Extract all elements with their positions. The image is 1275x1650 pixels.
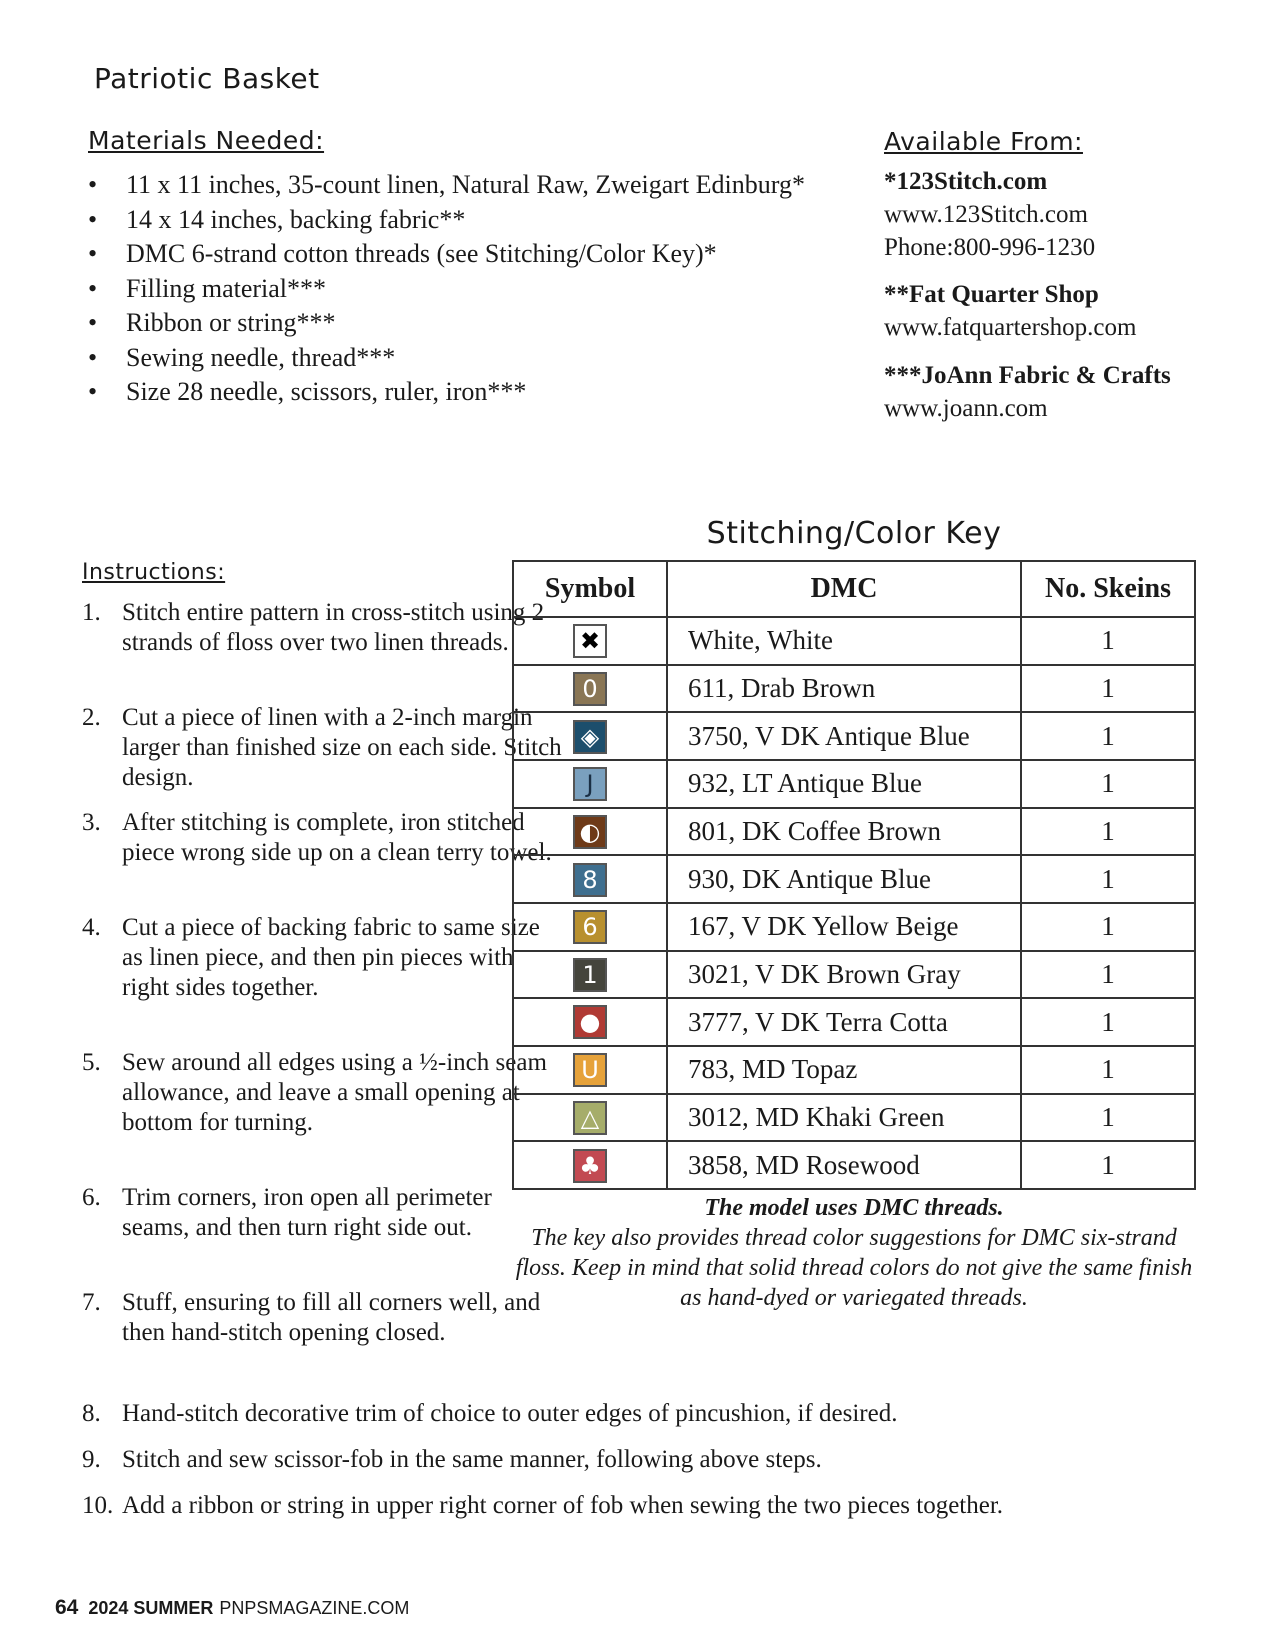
skeins-cell: 1	[1021, 712, 1195, 760]
dmc-cell: White, White	[667, 617, 1021, 665]
vendor-website[interactable]: www.fatquartershop.com	[884, 314, 1137, 341]
materials-heading: Materials Needed:	[88, 126, 325, 155]
symbol-swatch-icon: J	[573, 767, 607, 801]
table-row	[513, 1141, 1195, 1189]
dmc-cell: 783, MD Topaz	[667, 1046, 1021, 1094]
bullet-icon: •	[88, 273, 98, 303]
symbol-cell	[513, 1094, 667, 1142]
issue-label: 2024 SUMMER	[88, 1598, 214, 1618]
bullet-icon: •	[88, 239, 98, 268]
materials-list	[88, 168, 805, 410]
site-url: PNPSMAGAZINE.COM	[219, 1598, 410, 1618]
vendor-name: **Fat Quarter Shop	[884, 281, 1099, 308]
skeins-cell: 1	[1021, 998, 1195, 1046]
vendor-website[interactable]: www.joann.com	[884, 395, 1048, 422]
list-item: • 14 x 14 inches, backing fabric**	[88, 203, 805, 238]
vendor-name: ***JoAnn Fabric & Crafts	[884, 362, 1171, 389]
table-row	[513, 1046, 1195, 1094]
symbol-swatch-icon: ◐	[573, 815, 607, 849]
symbol-cell	[513, 1046, 667, 1094]
dmc-cell: 3777, V DK Terra Cotta	[667, 998, 1021, 1046]
table-row	[513, 712, 1195, 760]
bullet-icon: •	[88, 342, 98, 372]
skeins-cell: 1	[1021, 951, 1195, 999]
header-symbol: Symbol	[513, 561, 667, 617]
table-row	[513, 998, 1195, 1046]
bullet-icon: •	[88, 308, 98, 337]
dmc-cell: 3858, MD Rosewood	[667, 1141, 1021, 1189]
available-from-heading: Available From:	[884, 127, 1083, 156]
symbol-swatch-icon: U	[573, 1053, 607, 1087]
symbol-swatch-icon: △	[573, 1101, 607, 1135]
dmc-cell: 801, DK Coffee Brown	[667, 808, 1021, 856]
color-key-table	[512, 560, 1196, 1190]
skeins-cell: 1	[1021, 1094, 1195, 1142]
list-item: • Filling material***	[88, 272, 805, 307]
dmc-cell: 3021, V DK Brown Gray	[667, 951, 1021, 999]
vendor-joann	[884, 359, 1171, 425]
color-key-body	[513, 617, 1195, 1189]
skeins-cell: 1	[1021, 855, 1195, 903]
dmc-cell: 167, V DK Yellow Beige	[667, 903, 1021, 951]
table-row	[513, 1094, 1195, 1142]
dmc-cell: 611, Drab Brown	[667, 665, 1021, 713]
symbol-swatch-icon: 1	[573, 958, 607, 992]
skeins-cell: 1	[1021, 808, 1195, 856]
skeins-cell: 1	[1021, 903, 1195, 951]
table-row	[513, 903, 1195, 951]
skeins-cell: 1	[1021, 1046, 1195, 1094]
symbol-swatch-icon: 8	[573, 863, 607, 897]
skeins-cell: 1	[1021, 760, 1195, 808]
bullet-icon: •	[88, 204, 98, 234]
symbol-swatch-icon: ◈	[573, 720, 607, 754]
symbol-cell	[513, 951, 667, 999]
color-key-title: Stitching/Color Key	[706, 516, 1002, 551]
dmc-cell: 930, DK Antique Blue	[667, 855, 1021, 903]
symbol-cell	[513, 998, 667, 1046]
list-item: • Sewing needle, thread***	[88, 341, 805, 376]
page-title: Patriotic Basket	[94, 62, 320, 95]
dmc-cell: 3750, V DK Antique Blue	[667, 712, 1021, 760]
key-note-text: The key also provides thread color suggestions for DMC six-strand floss. Keep in mind that solid thread colors do not give the same finish as hand-dyed or variegated threads.	[515, 1225, 1193, 1311]
bullet-icon: •	[88, 377, 98, 406]
instructions-heading: Instructions:	[82, 560, 226, 585]
vendor-website[interactable]: www.123Stitch.com	[884, 201, 1088, 228]
list-item: • 11 x 11 inches, 35-count linen, Natural Raw, Zweigart Edinburg*	[88, 168, 805, 203]
vendor-phone: Phone:800-996-1230	[884, 234, 1096, 261]
page-footer	[55, 1596, 409, 1620]
list-item: • Ribbon or string***	[88, 306, 805, 341]
bullet-icon: •	[88, 170, 98, 199]
table-header-row	[513, 561, 1195, 617]
symbol-cell	[513, 808, 667, 856]
symbol-swatch-icon: 0	[573, 672, 607, 706]
table-row	[513, 855, 1195, 903]
vendor-fat-quarter-shop	[884, 278, 1136, 344]
symbol-cell	[513, 712, 667, 760]
symbol-cell	[513, 1141, 667, 1189]
list-item: • Size 28 needle, scissors, ruler, iron***	[88, 375, 805, 410]
header-dmc: DMC	[667, 561, 1021, 617]
dmc-cell: 932, LT Antique Blue	[667, 760, 1021, 808]
table-row	[513, 808, 1195, 856]
symbol-swatch-icon: ✖	[573, 624, 607, 658]
table-row	[513, 617, 1195, 665]
symbol-cell	[513, 855, 667, 903]
table-row	[513, 951, 1195, 999]
symbol-cell	[513, 665, 667, 713]
page-number: 64	[55, 1596, 79, 1619]
list-item: • DMC 6-strand cotton threads (see Stitching/Color Key)*	[88, 237, 805, 272]
symbol-cell	[513, 617, 667, 665]
dmc-cell: 3012, MD Khaki Green	[667, 1094, 1021, 1142]
symbol-swatch-icon: ♣	[573, 1149, 607, 1183]
skeins-cell: 1	[1021, 1141, 1195, 1189]
table-row	[513, 760, 1195, 808]
header-skeins: No. Skeins	[1021, 561, 1195, 617]
skeins-cell: 1	[1021, 617, 1195, 665]
skeins-cell: 1	[1021, 665, 1195, 713]
key-note-strong: The model uses DMC threads.	[704, 1195, 1004, 1221]
vendor-name: *123Stitch.com	[884, 168, 1048, 195]
symbol-swatch-icon: 6	[573, 910, 607, 944]
symbol-cell	[513, 760, 667, 808]
symbol-cell	[513, 903, 667, 951]
symbol-swatch-icon: ●	[573, 1005, 607, 1039]
vendor-123stitch	[884, 165, 1095, 264]
table-row	[513, 665, 1195, 713]
color-key-note	[512, 1193, 1196, 1313]
